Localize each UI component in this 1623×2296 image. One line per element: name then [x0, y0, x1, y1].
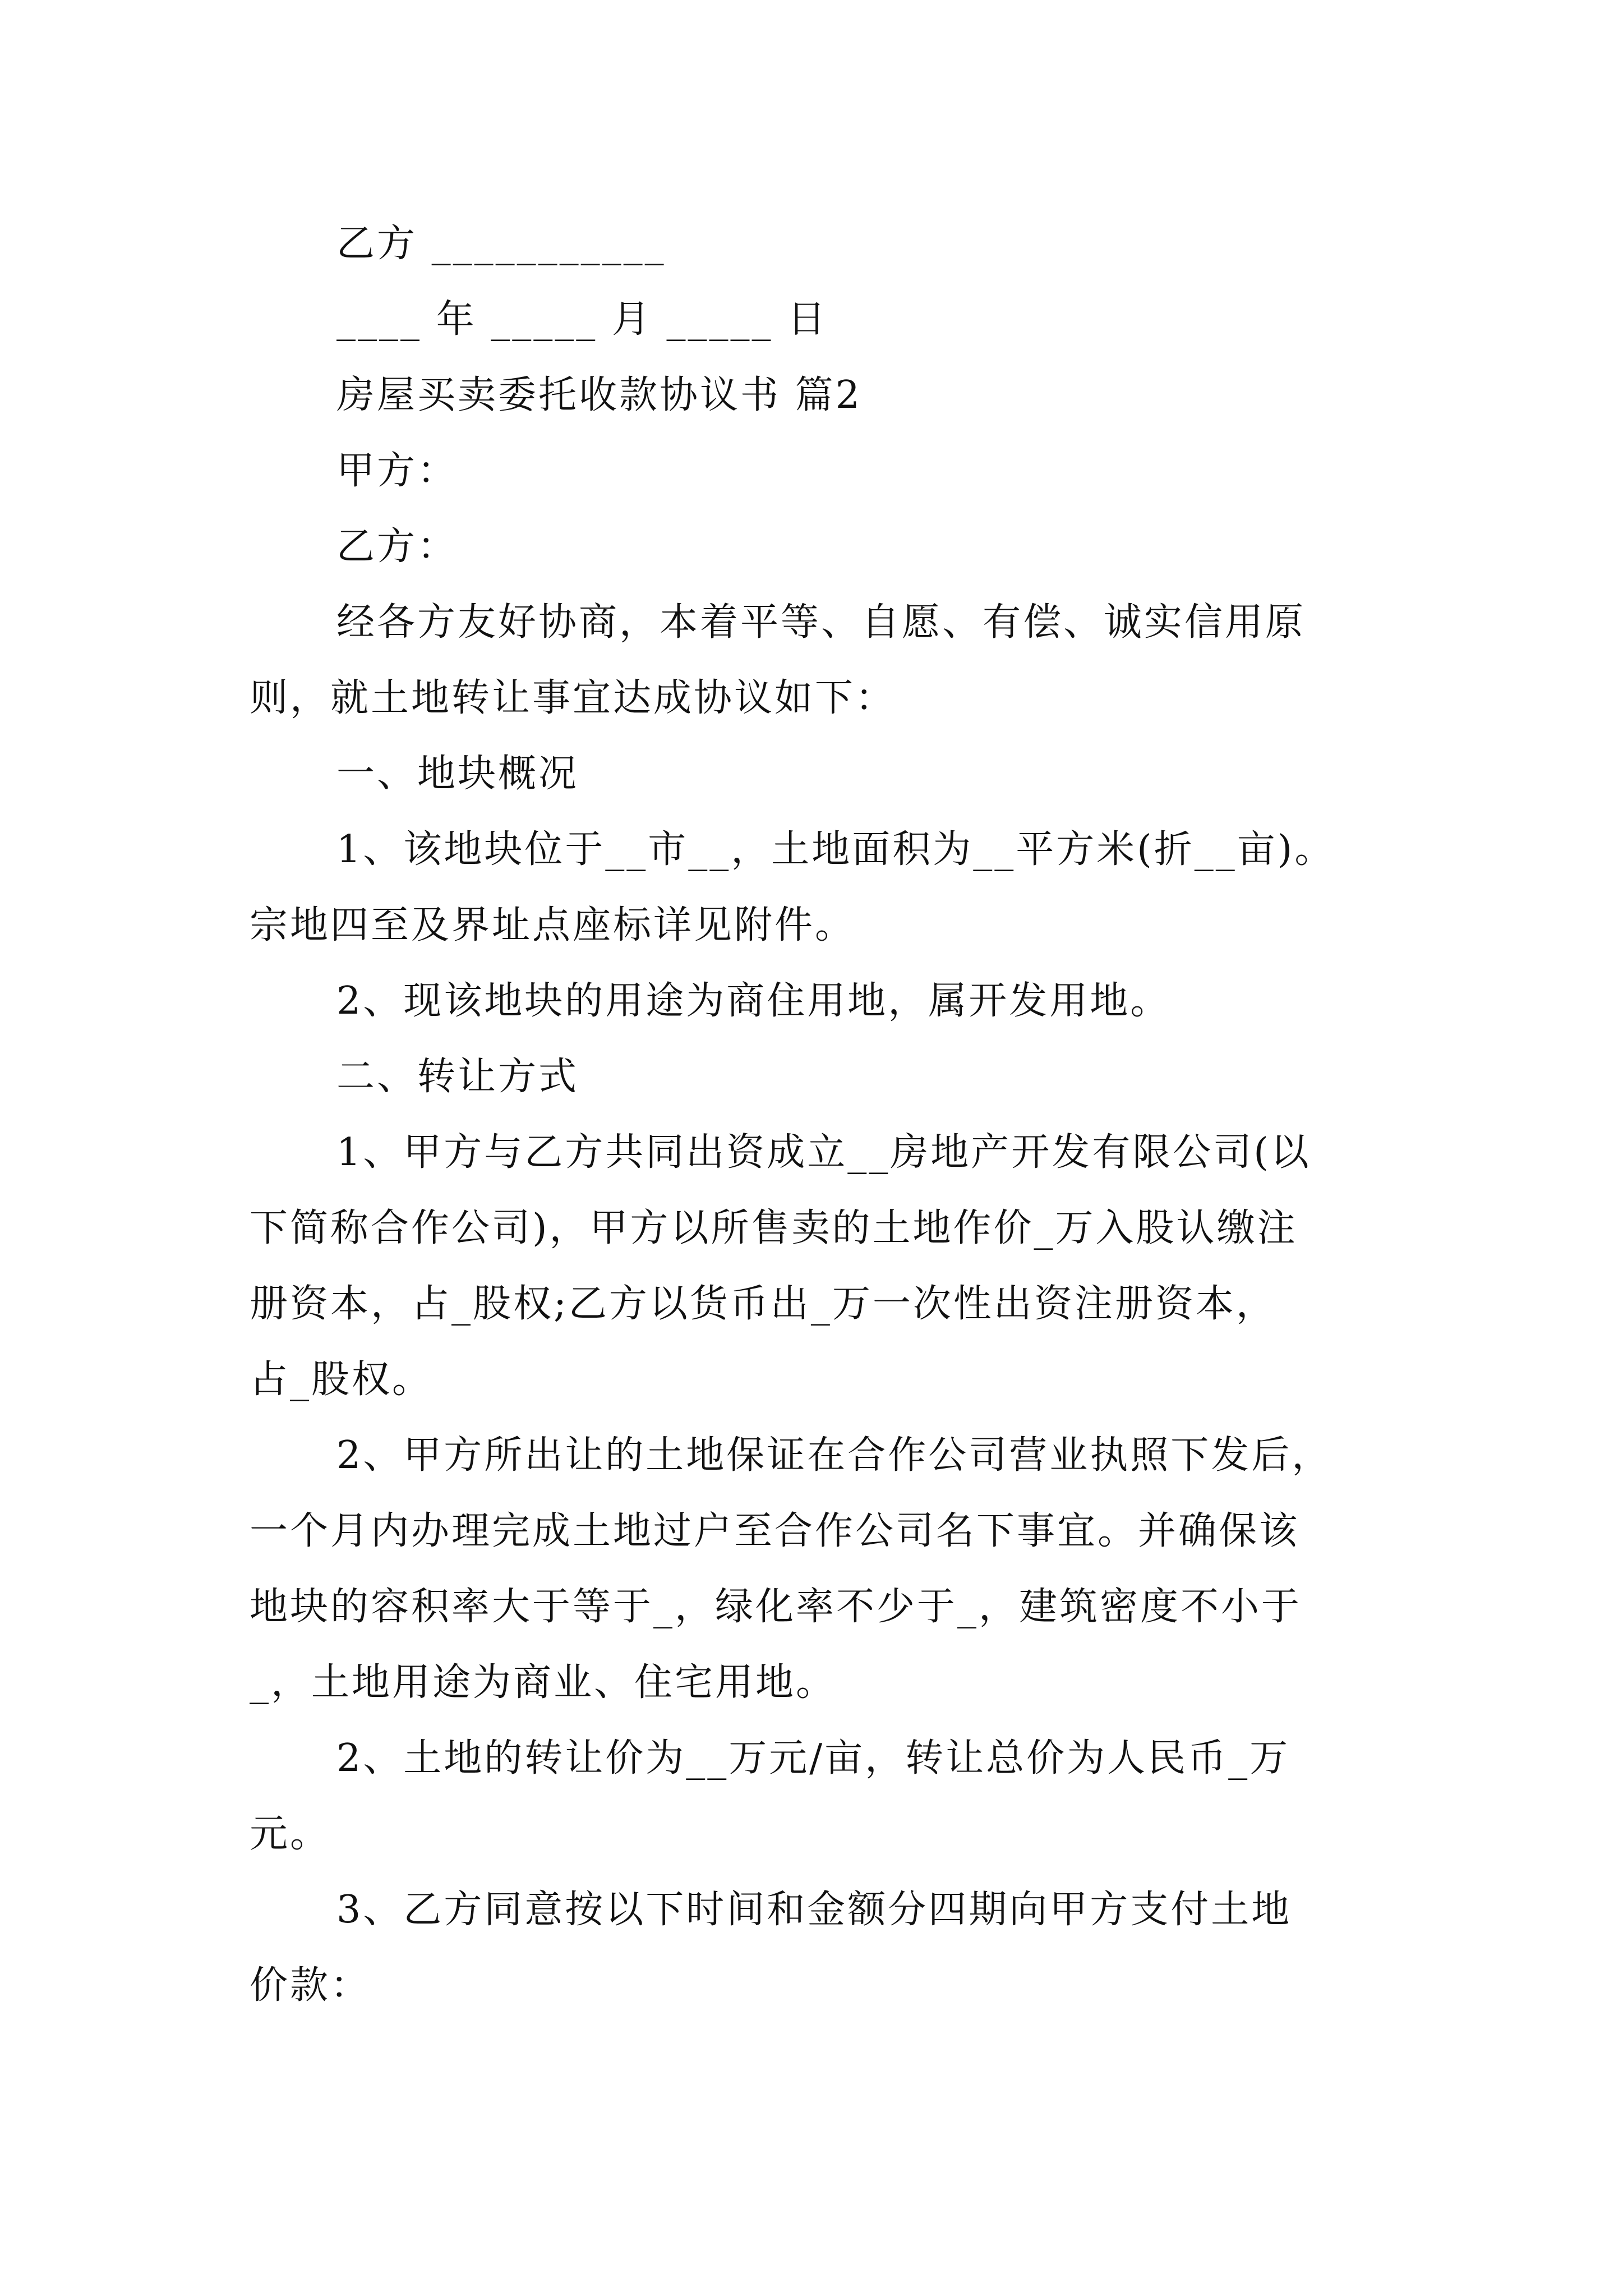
- party-a-label: 甲方：: [336, 449, 458, 493]
- party-b-signature-line: 乙方 ___________: [336, 222, 666, 266]
- paragraph-line: 地块的容积率大于等于_，绿化率不少于_，建筑密度不小于: [250, 1585, 1302, 1629]
- paragraph-line: 占_股权。: [250, 1358, 433, 1402]
- paragraph-line: 宗地四至及界址点座标详见附件。: [250, 903, 856, 947]
- paragraph-line: _，土地用途为商业、住宅用地。: [250, 1660, 837, 1705]
- party-b-label: 乙方：: [336, 524, 458, 569]
- paragraph-line: 1、甲方与乙方共同出资成立__房地产开发有限公司(以: [336, 1130, 1311, 1175]
- paragraph-line: 经各方友好协商，本着平等、自愿、有偿、诚实信用原: [336, 600, 1306, 645]
- paragraph-line: 1、该地块位于__市__，土地面积为__平方米(折__亩)。: [336, 827, 1335, 872]
- paragraph-line: 册资本，占_股权;乙方以货币出_万一次性出资注册资本，: [250, 1282, 1276, 1326]
- paragraph-line: 2、现该地块的用途为商住用地，属开发用地。: [336, 979, 1171, 1023]
- paragraph-line: 下简称合作公司)，甲方以所售卖的土地作价_万入股认缴注: [250, 1206, 1298, 1250]
- heading-transfer-method: 二、转让方式: [336, 1055, 579, 1099]
- heading-parcel-overview: 一、地块概况: [336, 752, 579, 796]
- paragraph-line: 2、甲方所出让的土地保证在合作公司营业执照下发后，: [336, 1433, 1332, 1478]
- paragraph-line: 则，就土地转让事宜达成协议如下：: [250, 676, 896, 720]
- paragraph-line: 2、土地的转让价为__万元/亩，转让总价为人民币_万: [336, 1736, 1290, 1780]
- paragraph-line: 一个月内办理完成土地过户至合作公司名下事宜。并确保该: [250, 1509, 1300, 1553]
- paragraph-line: 元。: [250, 1812, 331, 1856]
- paragraph-line: 3、乙方同意按以下时间和金额分四期向甲方支付土地: [336, 1888, 1292, 1932]
- section-title: 房屋买卖委托收款协议书 篇2: [336, 373, 862, 417]
- paragraph-line: 价款：: [250, 1963, 371, 2008]
- date-line: ____ 年 _____ 月 _____ 日: [336, 297, 828, 342]
